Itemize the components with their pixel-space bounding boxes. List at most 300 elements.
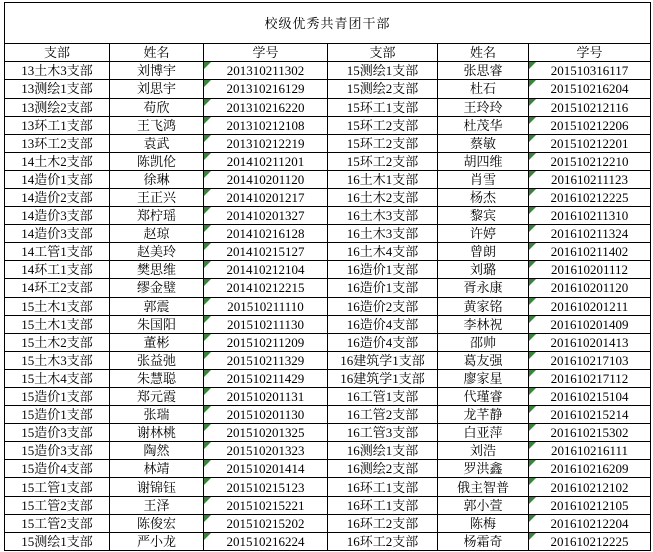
student-id-cell[interactable] [529, 333, 651, 351]
branch-cell[interactable] [328, 315, 438, 333]
name-cell[interactable] [438, 333, 529, 351]
branch-cell[interactable] [328, 388, 438, 406]
student-id-cell[interactable] [529, 406, 651, 424]
student-id-text: 201610217112 [550, 370, 629, 386]
name-cell[interactable] [110, 188, 204, 206]
branch-text: 15工管1支部 [21, 479, 93, 495]
name-text: 郑柠瑶 [136, 208, 176, 224]
branch-cell[interactable] [328, 134, 438, 152]
text-format-indicator-triangle-icon [204, 424, 211, 431]
table-row [5, 152, 651, 170]
column-header-name-left[interactable]: 姓名 [110, 44, 204, 62]
student-id-text: 201410211201 [226, 153, 305, 169]
student-id-cell[interactable] [529, 460, 651, 478]
table-row [5, 98, 651, 116]
branch-cell[interactable] [328, 116, 438, 134]
name-cell[interactable] [438, 62, 529, 80]
name-cell[interactable] [438, 134, 529, 152]
name-cell[interactable] [110, 261, 204, 279]
branch-cell[interactable] [5, 80, 110, 98]
student-id-cell[interactable] [529, 424, 651, 442]
student-id-cell[interactable] [529, 170, 651, 188]
text-format-indicator-triangle-icon [204, 207, 211, 214]
student-id-text: 201510212201 [550, 135, 629, 151]
student-id-cell[interactable] [204, 279, 328, 297]
branch-text: 15造价1支部 [21, 407, 93, 423]
student-id-text: 201610201409 [550, 316, 629, 332]
name-cell[interactable] [438, 388, 529, 406]
student-id-text: 201510211209 [226, 334, 305, 350]
name-text: 白亚萍 [463, 425, 503, 441]
branch-cell[interactable] [5, 62, 110, 80]
name-cell[interactable] [110, 496, 204, 514]
branch-text: 16土木3支部 [346, 226, 419, 242]
student-id-cell[interactable] [529, 478, 651, 496]
branch-text: 16造价4支部 [346, 334, 419, 350]
title-row [5, 3, 651, 44]
text-format-indicator-triangle-icon [204, 460, 211, 467]
branch-cell[interactable] [5, 98, 110, 116]
text-format-indicator-triangle-icon [204, 62, 211, 69]
name-text: 代瑾睿 [463, 389, 503, 405]
name-text: 王飞鸿 [136, 117, 176, 133]
name-cell[interactable] [438, 297, 529, 315]
name-cell[interactable] [110, 478, 204, 496]
student-id-cell[interactable] [204, 188, 328, 206]
name-cell[interactable] [438, 80, 529, 98]
table-row [5, 424, 651, 442]
student-id-cell[interactable] [204, 170, 328, 188]
branch-text: 16造价4支部 [346, 316, 419, 332]
name-cell[interactable] [110, 351, 204, 369]
student-id-text: 201310212108 [226, 117, 305, 133]
branch-text: 14造价2支部 [21, 190, 93, 206]
branch-text: 16造价2支部 [346, 298, 419, 314]
text-format-indicator-triangle-icon [204, 442, 211, 449]
branch-cell[interactable] [5, 406, 110, 424]
text-format-indicator-triangle-icon [529, 225, 536, 232]
student-id-text: 201510201414 [226, 461, 305, 477]
student-id-text: 201510212210 [550, 153, 629, 169]
branch-text: 16测绘2支部 [346, 461, 419, 477]
branch-text: 13测绘1支部 [21, 81, 93, 97]
name-text: 胡四维 [463, 153, 503, 169]
name-text: 林靖 [143, 461, 170, 477]
branch-cell[interactable] [5, 188, 110, 206]
branch-cell[interactable] [328, 188, 438, 206]
branch-text: 16土木3支部 [346, 208, 419, 224]
branch-text: 14环工2支部 [21, 280, 93, 296]
branch-cell[interactable] [5, 424, 110, 442]
student-id-text: 201510201130 [226, 407, 305, 423]
student-id-cell[interactable] [204, 261, 328, 279]
text-format-indicator-triangle-icon [204, 225, 211, 232]
branch-text: 15土木1支部 [21, 298, 93, 314]
name-text: 陶然 [143, 443, 170, 459]
student-id-text: 201510216204 [550, 81, 629, 97]
name-cell[interactable] [110, 62, 204, 80]
branch-cell[interactable] [5, 333, 110, 351]
student-id-cell[interactable] [204, 460, 328, 478]
student-id-text: 201510211329 [226, 352, 305, 368]
branch-cell[interactable] [5, 351, 110, 369]
name-cell[interactable] [438, 315, 529, 333]
table-row [5, 478, 651, 496]
name-cell[interactable] [438, 442, 529, 460]
text-format-indicator-triangle-icon [529, 424, 536, 431]
column-header-id-right[interactable]: 学号 [529, 44, 651, 62]
name-cell[interactable] [438, 188, 529, 206]
text-format-indicator-triangle-icon [204, 316, 211, 323]
text-format-indicator-triangle-icon [204, 478, 211, 485]
branch-cell[interactable] [328, 152, 438, 170]
student-id-cell[interactable] [204, 369, 328, 387]
name-text: 张益弛 [136, 352, 176, 368]
text-format-indicator-triangle-icon [204, 370, 211, 377]
table-row [5, 333, 651, 351]
name-cell[interactable] [438, 243, 529, 261]
name-cell[interactable] [110, 424, 204, 442]
student-id-text: 201410201120 [226, 171, 305, 187]
student-id-cell[interactable] [529, 261, 651, 279]
spreadsheet-area [4, 2, 650, 551]
branch-text: 13土木3支部 [21, 63, 93, 79]
text-format-indicator-triangle-icon [204, 171, 211, 178]
branch-cell[interactable] [5, 243, 110, 261]
branch-cell[interactable] [328, 406, 438, 424]
branch-text: 16土木1支部 [346, 171, 419, 187]
name-cell[interactable] [438, 170, 529, 188]
name-cell[interactable] [110, 315, 204, 333]
branch-cell[interactable] [328, 261, 438, 279]
name-text: 谢锦钰 [136, 479, 176, 495]
name-cell[interactable] [438, 424, 529, 442]
student-id-text: 201510216224 [226, 533, 305, 549]
name-cell[interactable] [438, 406, 529, 424]
student-id-cell[interactable] [529, 207, 651, 225]
name-cell[interactable] [110, 116, 204, 134]
branch-cell[interactable] [5, 460, 110, 478]
student-id-text: 201610216111 [551, 443, 629, 459]
student-id-cell[interactable] [529, 80, 651, 98]
student-id-text: 201510201325 [226, 425, 305, 441]
branch-text: 15造价4支部 [21, 461, 93, 477]
name-cell[interactable] [110, 442, 204, 460]
name-cell[interactable] [110, 388, 204, 406]
student-id-cell[interactable] [204, 333, 328, 351]
text-format-indicator-triangle-icon [529, 279, 536, 286]
text-format-indicator-triangle-icon [529, 406, 536, 413]
student-id-cell[interactable] [529, 297, 651, 315]
branch-cell[interactable] [5, 170, 110, 188]
name-text: 张瑞 [143, 407, 170, 423]
branch-cell[interactable] [5, 116, 110, 134]
student-id-text: 201610211123 [551, 171, 629, 187]
branch-cell[interactable] [328, 478, 438, 496]
student-id-cell[interactable] [204, 152, 328, 170]
student-id-cell[interactable] [529, 116, 651, 134]
text-format-indicator-triangle-icon [204, 497, 211, 504]
student-id-cell[interactable] [204, 532, 328, 550]
name-cell[interactable] [110, 80, 204, 98]
name-text: 黄家铭 [463, 298, 503, 314]
name-cell[interactable] [110, 514, 204, 532]
student-id-text: 201510201323 [226, 443, 305, 459]
student-id-cell[interactable] [529, 188, 651, 206]
branch-cell[interactable] [328, 243, 438, 261]
student-id-cell[interactable] [529, 62, 651, 80]
text-format-indicator-triangle-icon [204, 99, 211, 106]
student-id-cell[interactable] [204, 406, 328, 424]
table-row [5, 207, 651, 225]
student-id-cell[interactable] [204, 315, 328, 333]
student-id-text: 201510201131 [226, 389, 305, 405]
student-id-cell[interactable] [529, 152, 651, 170]
branch-cell[interactable] [5, 442, 110, 460]
name-cell[interactable] [110, 207, 204, 225]
branch-cell[interactable] [5, 261, 110, 279]
student-id-text: 201510316117 [550, 63, 629, 79]
branch-text: 15土木3支部 [21, 352, 93, 368]
name-cell[interactable] [110, 98, 204, 116]
student-id-text: 201610212105 [550, 497, 629, 513]
name-cell[interactable] [110, 279, 204, 297]
name-cell[interactable] [438, 460, 529, 478]
student-id-text: 201410212104 [226, 262, 305, 278]
branch-text: 15环工2支部 [346, 135, 419, 151]
student-id-text: 201610201413 [550, 334, 629, 350]
name-cell[interactable] [110, 406, 204, 424]
branch-cell[interactable] [5, 369, 110, 387]
student-id-cell[interactable] [529, 315, 651, 333]
student-id-cell[interactable] [529, 388, 651, 406]
branch-text: 15测绘1支部 [21, 533, 93, 549]
student-id-text: 201310216220 [226, 99, 305, 115]
branch-cell[interactable] [5, 514, 110, 532]
table-row [5, 532, 651, 550]
name-cell[interactable] [438, 478, 529, 496]
branch-cell[interactable] [328, 460, 438, 478]
name-text: 龙芊静 [463, 407, 503, 423]
text-format-indicator-triangle-icon [529, 99, 536, 106]
text-format-indicator-triangle-icon [529, 171, 536, 178]
student-id-text: 201610215214 [550, 407, 629, 423]
student-id-cell[interactable] [529, 514, 651, 532]
name-text: 肖雪 [469, 171, 496, 187]
branch-cell[interactable] [328, 225, 438, 243]
name-cell[interactable] [438, 207, 529, 225]
student-id-cell[interactable] [204, 388, 328, 406]
name-text: 邵帅 [469, 334, 496, 350]
branch-cell[interactable] [5, 297, 110, 315]
name-text: 袁武 [143, 135, 170, 151]
table-row [5, 369, 651, 387]
student-id-cell[interactable] [204, 62, 328, 80]
student-id-cell[interactable] [204, 243, 328, 261]
table-row [5, 243, 651, 261]
student-id-text: 201510215221 [226, 497, 305, 513]
name-cell[interactable] [438, 514, 529, 532]
name-cell[interactable] [110, 460, 204, 478]
branch-cell[interactable] [5, 388, 110, 406]
branch-text: 16造价1支部 [346, 262, 419, 278]
column-header-name-right[interactable]: 姓名 [438, 44, 529, 62]
student-id-cell[interactable] [204, 514, 328, 532]
student-id-cell[interactable] [204, 207, 328, 225]
name-cell[interactable] [438, 279, 529, 297]
student-id-cell[interactable] [529, 279, 651, 297]
text-format-indicator-triangle-icon [204, 261, 211, 268]
column-header-id-left[interactable]: 学号 [204, 44, 328, 62]
branch-cell[interactable] [328, 297, 438, 315]
branch-cell[interactable] [328, 279, 438, 297]
student-id-cell[interactable] [204, 496, 328, 514]
name-cell[interactable] [438, 152, 529, 170]
name-cell[interactable] [110, 134, 204, 152]
name-text: 刘璐 [469, 262, 496, 278]
student-id-text: 201410201327 [226, 208, 305, 224]
table-row [5, 315, 651, 333]
student-id-text: 201410215127 [226, 244, 305, 260]
student-id-text: 201610201120 [550, 280, 629, 296]
branch-cell[interactable] [5, 496, 110, 514]
name-text: 缪金璧 [136, 280, 176, 296]
name-cell[interactable] [110, 369, 204, 387]
name-text: 许婷 [469, 226, 496, 242]
student-id-cell[interactable] [529, 134, 651, 152]
student-id-cell[interactable] [529, 351, 651, 369]
branch-cell[interactable] [328, 170, 438, 188]
branch-cell[interactable] [328, 80, 438, 98]
branch-cell[interactable] [328, 351, 438, 369]
branch-cell[interactable] [5, 279, 110, 297]
name-cell[interactable] [438, 532, 529, 550]
text-format-indicator-triangle-icon [529, 442, 536, 449]
text-format-indicator-triangle-icon [204, 515, 211, 522]
branch-cell[interactable] [328, 98, 438, 116]
column-header-branch-left[interactable]: 支部 [5, 44, 110, 62]
student-id-text: 201510212206 [550, 117, 629, 133]
student-id-text: 201610215104 [550, 389, 629, 405]
student-id-text: 201310211302 [226, 63, 305, 79]
table-row [5, 496, 651, 514]
name-cell[interactable] [438, 369, 529, 387]
student-id-cell[interactable] [529, 532, 651, 550]
name-text: 胥永康 [463, 280, 503, 296]
name-text: 郭小萱 [463, 497, 503, 513]
text-format-indicator-triangle-icon [529, 153, 536, 160]
text-format-indicator-triangle-icon [529, 243, 536, 250]
branch-cell[interactable] [328, 369, 438, 387]
branch-text: 15环工1支部 [346, 99, 419, 115]
name-cell[interactable] [438, 496, 529, 514]
name-cell[interactable] [438, 351, 529, 369]
student-id-cell[interactable] [529, 225, 651, 243]
name-cell[interactable] [438, 98, 529, 116]
table-row [5, 134, 651, 152]
name-cell[interactable] [110, 532, 204, 550]
branch-cell[interactable] [328, 442, 438, 460]
branch-text: 16环工1支部 [346, 479, 419, 495]
name-text: 黎宾 [469, 208, 496, 224]
branch-cell[interactable] [5, 225, 110, 243]
student-id-cell[interactable] [529, 496, 651, 514]
branch-text: 15土木1支部 [21, 316, 93, 332]
name-cell[interactable] [438, 116, 529, 134]
branch-text: 16土木4支部 [346, 244, 419, 260]
student-id-text: 201610217103 [550, 352, 629, 368]
student-id-cell[interactable] [529, 369, 651, 387]
student-id-cell[interactable] [204, 442, 328, 460]
name-cell[interactable] [110, 333, 204, 351]
name-text: 樊思维 [136, 262, 176, 278]
student-id-cell[interactable] [204, 297, 328, 315]
student-id-cell[interactable] [529, 98, 651, 116]
student-id-cell[interactable] [204, 225, 328, 243]
name-cell[interactable] [110, 152, 204, 170]
name-text: 王正兴 [136, 190, 176, 206]
branch-cell[interactable] [328, 207, 438, 225]
branch-cell[interactable] [328, 496, 438, 514]
student-id-cell[interactable] [204, 134, 328, 152]
branch-text: 16工管1支部 [346, 389, 419, 405]
name-cell[interactable] [110, 170, 204, 188]
table-row [5, 116, 651, 134]
student-id-cell[interactable] [529, 442, 651, 460]
column-header-branch-right[interactable]: 支部 [328, 44, 438, 62]
student-id-cell[interactable] [204, 98, 328, 116]
branch-cell[interactable] [328, 514, 438, 532]
branch-cell[interactable] [328, 424, 438, 442]
name-cell[interactable] [110, 225, 204, 243]
student-id-cell[interactable] [204, 424, 328, 442]
award-table [4, 2, 651, 551]
branch-cell[interactable] [5, 134, 110, 152]
name-cell[interactable] [110, 243, 204, 261]
branch-text: 16测绘1支部 [346, 443, 419, 459]
name-cell[interactable] [438, 225, 529, 243]
text-format-indicator-triangle-icon [204, 352, 211, 359]
branch-cell[interactable] [5, 152, 110, 170]
branch-cell[interactable] [328, 62, 438, 80]
name-text: 刘思宇 [136, 81, 176, 97]
name-cell[interactable] [438, 261, 529, 279]
name-cell[interactable] [110, 297, 204, 315]
student-id-text: 201610212204 [550, 515, 629, 531]
student-id-text: 201510212116 [550, 99, 629, 115]
branch-cell[interactable] [5, 478, 110, 496]
student-id-cell[interactable] [204, 478, 328, 496]
student-id-cell[interactable] [529, 243, 651, 261]
student-id-text: 201410216128 [226, 226, 305, 242]
branch-text: 16环工2支部 [346, 533, 419, 549]
student-id-cell[interactable] [204, 80, 328, 98]
branch-text: 14土木2支部 [21, 153, 93, 169]
name-text: 杨杰 [469, 190, 496, 206]
name-text: 董彬 [143, 334, 170, 350]
student-id-cell[interactable] [204, 351, 328, 369]
branch-cell[interactable] [5, 207, 110, 225]
branch-cell[interactable] [328, 333, 438, 351]
text-format-indicator-triangle-icon [204, 298, 211, 305]
branch-cell[interactable] [5, 315, 110, 333]
text-format-indicator-triangle-icon [204, 406, 211, 413]
branch-cell[interactable] [328, 532, 438, 550]
text-format-indicator-triangle-icon [529, 298, 536, 305]
branch-cell[interactable] [5, 532, 110, 550]
student-id-cell[interactable] [204, 116, 328, 134]
student-id-text: 201610201211 [550, 298, 629, 314]
